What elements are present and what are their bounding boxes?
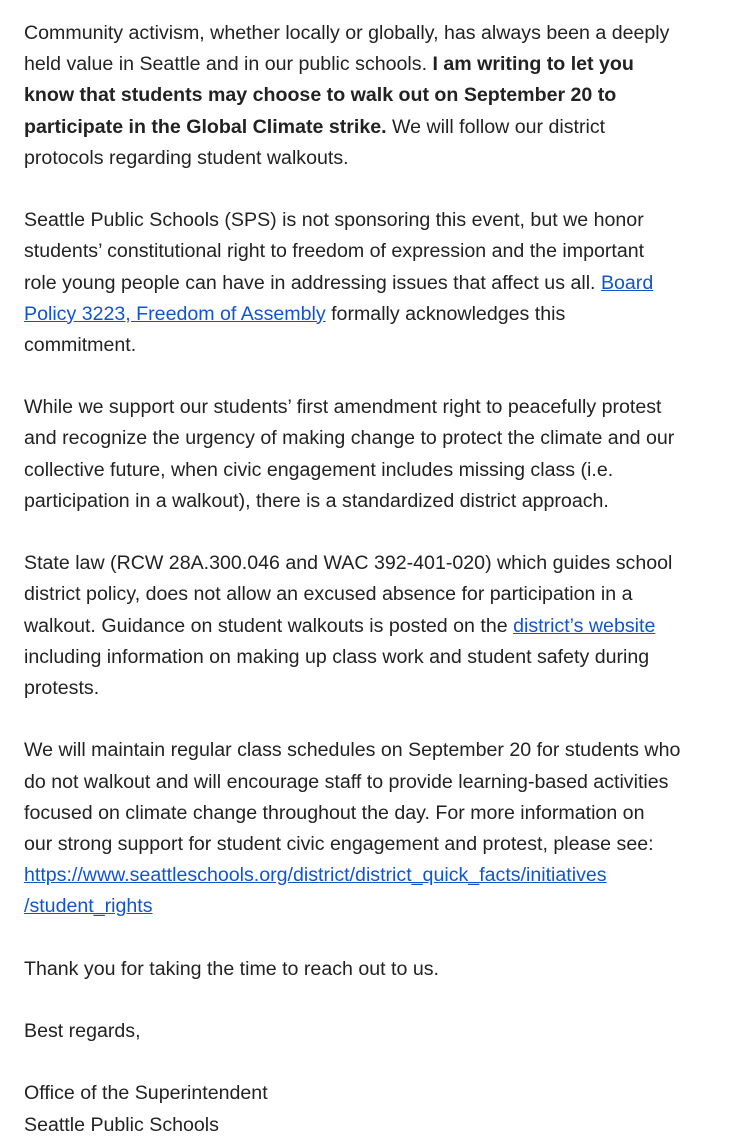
- text-line: [24, 860, 728, 891]
- text-line: our strong support for student civic engagement and protest, please see:: [24, 832, 654, 855]
- signature-organization: Seattle Public Schools: [24, 1113, 219, 1136]
- signature-block: [24, 1078, 728, 1140]
- district-website-link[interactable]: district’s website: [513, 614, 656, 637]
- board-policy-link[interactable]: Policy 3223, Freedom of Assembly: [24, 302, 326, 325]
- paragraph-state-law: [24, 548, 728, 704]
- bold-announcement: I am writing to let you: [432, 53, 634, 76]
- text-line: [24, 268, 728, 299]
- text-line: including information on making up class work and student safety during: [24, 645, 650, 668]
- text-line: [24, 891, 728, 922]
- text-line: [24, 611, 728, 642]
- text-line: collective future, when civic engagement includes missing class (i.e.: [24, 458, 614, 481]
- student-rights-url-link[interactable]: https://www.seattleschools.org/district/district_quick_facts/initiatives: [24, 864, 607, 887]
- text-line: do not walkout and will encourage staff to provide learning-based activities: [24, 770, 669, 793]
- text-segment: role young people can have in addressing issues that affect us all.: [24, 271, 601, 294]
- bold-announcement: know that students may choose to walk out on September 20 to: [24, 84, 617, 107]
- text-line: focused on climate change throughout the day. For more information on: [24, 801, 645, 824]
- paragraph-thanks: [24, 954, 728, 985]
- text-line: protests.: [24, 676, 100, 699]
- text-line: We will maintain regular class schedules on September 20 for students who: [24, 739, 681, 762]
- paragraph-class-schedules: [24, 735, 728, 922]
- text-line: students’ constitutional right to freedom of expression and the important: [24, 240, 645, 263]
- text-line: [24, 112, 728, 143]
- paragraph-first-amendment: [24, 392, 728, 517]
- text-line: While we support our students’ first amendment right to peacefully protest: [24, 396, 662, 419]
- text-line: participation in a walkout), there is a standardized district approach.: [24, 489, 609, 512]
- text-line: district policy, does not allow an excused absence for participation in a: [24, 583, 633, 606]
- text-line: commitment.: [24, 333, 137, 356]
- paragraph-regards: [24, 1016, 728, 1047]
- text-segment: We will follow our district: [386, 115, 606, 138]
- paragraph-walkout-notice: [24, 18, 728, 174]
- text-line: and recognize the urgency of making change to protect the climate and our: [24, 427, 675, 450]
- text-line: State law (RCW 28A.300.046 and WAC 392-401-020) which guides school: [24, 552, 673, 575]
- text-line: [24, 299, 728, 330]
- board-policy-link[interactable]: Board: [600, 271, 654, 294]
- student-rights-url-link[interactable]: /student_rights: [24, 895, 153, 918]
- thanks-text: Thank you for taking the time to reach out to us.: [24, 957, 439, 980]
- signature-office: Office of the Superintendent: [24, 1082, 268, 1105]
- text-segment: walkout. Guidance on student walkouts is posted on the: [24, 614, 514, 637]
- text-segment: held value in Seattle and in our public schools.: [24, 53, 433, 76]
- paragraph-sps-position: [24, 205, 728, 361]
- text-line: Community activism, whether locally or globally, has always been a deeply: [24, 22, 670, 44]
- text-line: protocols regarding student walkouts.: [24, 146, 349, 169]
- text-segment: formally acknowledges this: [325, 302, 566, 325]
- text-line: [24, 49, 728, 80]
- bold-announcement: participate in the Global Climate strike.: [24, 115, 387, 138]
- regards-text: Best regards,: [24, 1020, 141, 1042]
- text-line: Seattle Public Schools (SPS) is not sponsoring this event, but we honor: [24, 209, 644, 232]
